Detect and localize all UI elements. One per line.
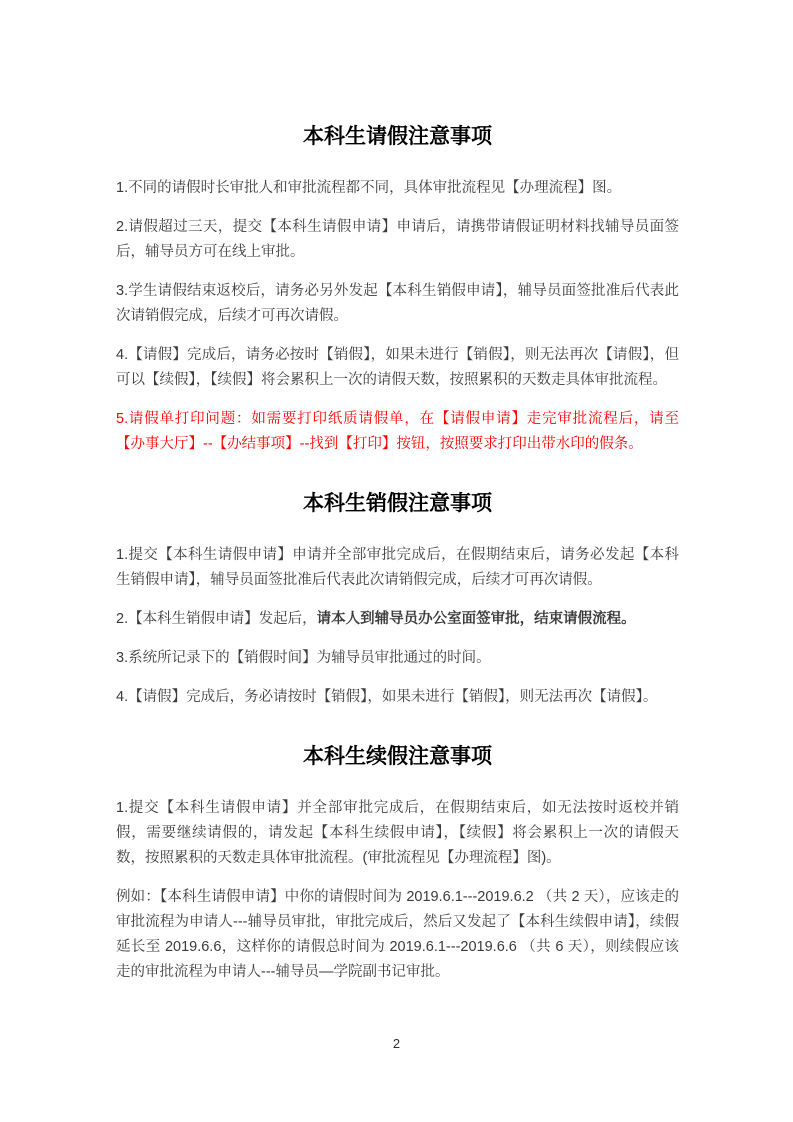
section-title: 本科生请假注意事项 [303,125,492,148]
text-run: 3.学生请假结束返校后，请务必另外发起【本科生销假申请】，辅导员面签批准后代表此次请销假完成，后续才可再次请假。 [116,283,679,324]
text-run: 2.【本科生销假申请】发起后， [116,611,317,627]
bold-text-run: 请本人到辅导员办公室面签审批，结束请假流程。 [316,611,636,627]
notice-section [116,122,679,457]
paragraph [116,279,679,329]
page-number: 2 [392,1036,401,1051]
paragraph [116,407,679,457]
paragraph [116,543,679,593]
notice-section [116,742,679,985]
paragraph [116,796,679,871]
text-run: 4.【请假】完成后，务必请按时【销假】，如果未进行【销假】，则无法再次【请假】。 [116,689,658,705]
text-run: 3.系统所记录下的【销假时间】为辅导员审批通过的时间。 [116,650,491,666]
section-title: 本科生销假注意事项 [303,492,492,515]
document-body [116,122,679,985]
text-run: 2.请假超过三天，提交【本科生请假申请】申请后，请携带请假证明材料找辅导员面签后，辅导员方可在线上审批。 [116,219,679,260]
text-run: 5.请假单打印问题：如需要打印纸质请假单，在【请假申请】走完审批流程后，请至【办事大厅】--【办结事项】--找到【打印】按钮，按照要求打印出带水印的假条。 [116,411,679,452]
text-run: 例如：【本科生请假申请】中你的请假时间为 2019.6.1---2019.6.2 （共 2 天），应该走的审批流程为申请人---辅导员审批，审批完成后，然后又发起了【本科生续假申请】，续假延长至 2019.6.6，这样你的请假总时间为 2019.6.1---2019.6.6 （共 6 天），则续假应该走的审批流程为申请人---辅导员—学院副书记审批。 [116,889,679,980]
paragraph [116,646,679,671]
text-run: 4.【请假】完成后，请务必按时【销假】，如果未进行【销假】，则无法再次【请假】，但可以【续假】，【续假】将会累积上一次的请假天数，按照累积的天数走具体审批流程。 [116,347,679,388]
paragraph [116,176,679,201]
paragraph [116,607,679,632]
notice-section [116,489,679,710]
paragraph [116,885,679,985]
text-run: 1.提交【本科生请假申请】申请并全部审批完成后，在假期结束后，请务必发起【本科生销假申请】，辅导员面签批准后代表此次请销假完成，后续才可再次请假。 [116,547,679,588]
section-title: 本科生续假注意事项 [303,745,492,768]
paragraph [116,215,679,265]
paragraph [116,685,679,710]
text-run: 1.提交【本科生请假申请】并全部审批完成后，在假期结束后，如无法按时返校并销假，需要继续请假的，请发起【本科生续假申请】，【续假】将会累积上一次的请假天数，按照累积的天数走具体审批流程。(审批流程见【办理流程】图)。 [116,800,679,866]
paragraph [116,343,679,393]
text-run: 1.不同的请假时长审批人和审批流程都不同，具体审批流程见【办理流程】图。 [116,180,622,196]
